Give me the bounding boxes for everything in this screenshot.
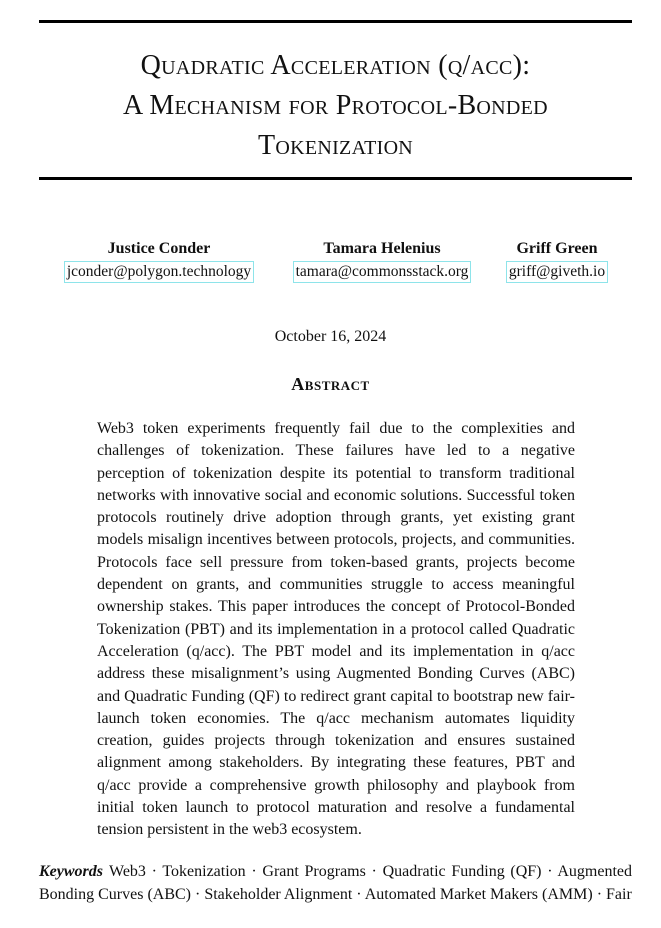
- author-name: Griff Green: [516, 240, 598, 257]
- title-line-2: A Mechanism for Protocol-Bonded: [123, 90, 548, 121]
- author-name: Tamara Helenius: [323, 240, 441, 257]
- title-line-1: Quadratic Acceleration (q/acc):: [140, 50, 531, 81]
- author-block: [502, 238, 612, 283]
- publication-date: October 16, 2024: [274, 328, 387, 345]
- author-name: Justice Conder: [107, 240, 211, 257]
- author-block: [59, 238, 259, 283]
- author-email-link[interactable]: tamara@commonsstack.org: [293, 261, 472, 283]
- keywords-section: [39, 860, 632, 906]
- abstract-body: [97, 418, 575, 842]
- title-line-3: Tokenization: [257, 130, 414, 161]
- top-rule: [39, 20, 632, 23]
- author-block: [287, 238, 477, 283]
- abstract-heading: Abstract: [291, 374, 370, 394]
- keywords-label: Keywords: [39, 863, 103, 880]
- keywords-text: Web3 · Tokenization · Grant Programs · Quadratic Funding (QF) · Augmented Bonding Curves (ABC) · Stakeholder Alignment · Automated Market Makers (AMM) · Fair: [39, 863, 632, 903]
- author-email-link[interactable]: griff@giveth.io: [506, 261, 608, 283]
- abstract-text: Web3 token experiments frequently fail due to the complexities and challenges of tokenization. These failures have led to a negative perception of tokenization despite its potential to transform traditional networks with innovative social and economic solutions. Successful token protocols routinely drive adoption through grants, yet existing grant models misalign incentives between protocols, projects, and communities. Protocols face sell pressure from token-based grants, projects become dependent on grants, and communities struggle to access meaningful ownership stakes. This paper introduces the concept of Protocol-Bonded Tokenization (PBT) and its implementation in a protocol called Quadratic Acceleration (q/acc). The PBT model and its implementation in q/acc address these misalignment’s using Augmented Bonding Curves (ABC) and Quadratic Funding (QF) to redirect grant capital to bootstrap new fair-launch token economies. The q/acc mechanism automates liquidity creation, guides projects through tokenization and ensures sustained alignment among stakeholders. By integrating these features, PBT and q/acc provide a comprehensive growth philosophy and playbook from initial token launch to protocol maturation and resolve a fundamental tension persistent in the web3 ecosystem.: [97, 420, 575, 839]
- bottom-rule: [39, 177, 632, 180]
- paper-title: [39, 46, 632, 166]
- author-email-link[interactable]: jconder@polygon.technology: [64, 261, 254, 283]
